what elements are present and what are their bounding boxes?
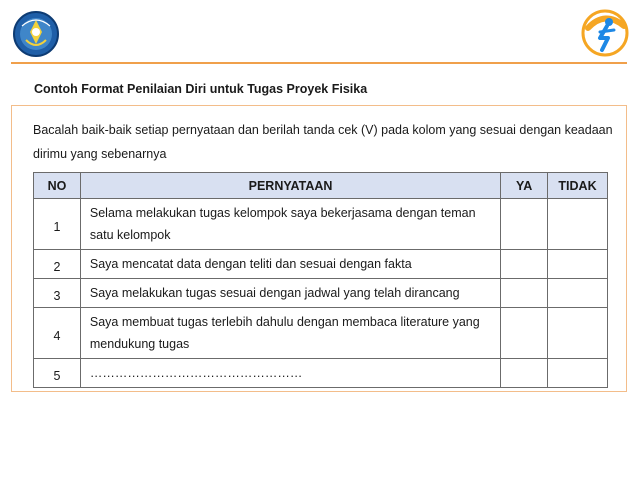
table-row: [34, 279, 608, 308]
tidak-checkbox-cell[interactable]: [548, 359, 608, 388]
ya-checkbox-cell[interactable]: [501, 359, 548, 388]
column-header-no: NO: [34, 173, 81, 199]
row-statement: Saya melakukan tugas sesuai dengan jadwal yang telah dirancang: [80, 279, 500, 308]
row-number: 5: [34, 359, 81, 388]
table-row: [34, 250, 608, 279]
ya-checkbox-cell[interactable]: [501, 250, 548, 279]
row-number: 4: [34, 308, 81, 359]
table-row: [34, 199, 608, 250]
self-assessment-table: [33, 172, 608, 388]
ya-checkbox-cell[interactable]: [501, 308, 548, 359]
table-header-row: [34, 173, 608, 199]
tidak-checkbox-cell[interactable]: [548, 250, 608, 279]
row-number: 3: [34, 279, 81, 308]
table-row: [34, 308, 608, 359]
column-header-tidak: TIDAK: [548, 173, 608, 199]
row-statement: Saya mencatat data dengan teliti dan sesuai dengan fakta: [80, 250, 500, 279]
row-number: 1: [34, 199, 81, 250]
document-title: Contoh Format Penilaian Diri untuk Tugas Proyek Fisika: [34, 82, 368, 96]
row-statement: Saya membuat tugas terlebih dahulu dengan membaca literature yang mendukung tugas: [80, 308, 500, 359]
tidak-checkbox-cell[interactable]: [548, 199, 608, 250]
row-statement: Selama melakukan tugas kelompok saya bekerjasama dengan teman satu kelompok: [80, 199, 500, 250]
tut-wuri-handayani-emblem-icon: [12, 10, 60, 58]
column-header-pernyataan: PERNYATAAN: [80, 173, 500, 199]
row-number: 2: [34, 250, 81, 279]
tidak-checkbox-cell[interactable]: [548, 279, 608, 308]
instruction-text: Bacalah baik-baik setiap pernyataan dan berilah tanda cek (V) pada kolom yang sesuai dengan keadaan dirimu yang sebenarnya: [33, 123, 613, 161]
row-statement: ……………………………………………: [80, 359, 500, 388]
column-header-ya: YA: [501, 173, 548, 199]
ya-checkbox-cell[interactable]: [501, 199, 548, 250]
table-row: [34, 359, 608, 388]
header-rule: [11, 62, 627, 64]
ya-checkbox-cell[interactable]: [501, 279, 548, 308]
kurikulum-2013-logo-icon: [580, 8, 630, 58]
tidak-checkbox-cell[interactable]: [548, 308, 608, 359]
